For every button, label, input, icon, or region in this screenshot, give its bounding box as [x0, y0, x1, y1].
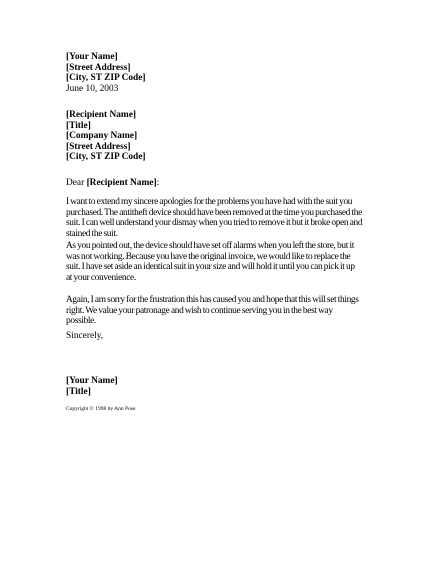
recipient-city: [City, ST ZIP Code]	[66, 152, 146, 163]
copyright-notice: Copyright © 1998 by Ann Pose	[66, 406, 136, 412]
closing-text: Sincerely,	[66, 331, 104, 341]
paragraph-line: Again, I am sorry for the frustration this has caused you and hope that this will set things	[66, 295, 359, 305]
signature-name: [Your Name]	[66, 376, 118, 386]
paragraph-line: suit. I have set aside an identical suit in your size and will hold it until you can pick it up	[66, 262, 355, 273]
paragraph-line: I want to extend my sincere apologies for the problems you have had with the suit you	[66, 197, 353, 207]
paragraph-line: at your convenience.	[66, 272, 136, 283]
paragraph-line: stained the suit.	[66, 228, 118, 239]
paragraph-line: suit. I can well understand your dismay when you tried to remove it but it broke open and	[66, 218, 363, 229]
sender-address-block	[66, 52, 386, 94]
sender-city: [City, ST ZIP Code]	[66, 73, 146, 84]
paragraph-line: right. We value your patronage and wish to continue serving you in the best way	[66, 305, 333, 316]
recipient-street: [Street Address]	[66, 141, 131, 152]
paragraph-line: As you pointed out, the device should have set off alarms when you left the store, but it	[66, 241, 354, 251]
paragraph-line: possible.	[66, 316, 96, 327]
body-paragraph-1	[66, 197, 382, 239]
recipient-title: [Title]	[66, 120, 91, 131]
signature-title: [Title]	[66, 386, 91, 397]
recipient-address-block	[66, 110, 386, 163]
closing	[66, 331, 386, 342]
sender-name: [Your Name]	[66, 52, 118, 62]
salutation	[66, 178, 386, 189]
body-paragraph-2	[66, 241, 382, 283]
salutation-prefix: Dear	[66, 178, 87, 188]
paragraph-line: was not working. Because you have the original invoice, we would like to replace the	[66, 251, 351, 262]
letter-date: June 10, 2003	[66, 83, 119, 94]
recipient-name: [Recipient Name]	[66, 110, 137, 120]
body-paragraph-3	[66, 295, 382, 327]
paragraph-line: purchased. The antitheft device should have been removed at the time you purchased the	[66, 207, 362, 218]
recipient-company: [Company Name]	[66, 131, 138, 142]
salutation-suffix: :	[156, 178, 160, 188]
signature-block	[66, 376, 386, 397]
salutation-name: [Recipient Name]	[86, 178, 157, 188]
sender-street: [Street Address]	[66, 62, 131, 73]
